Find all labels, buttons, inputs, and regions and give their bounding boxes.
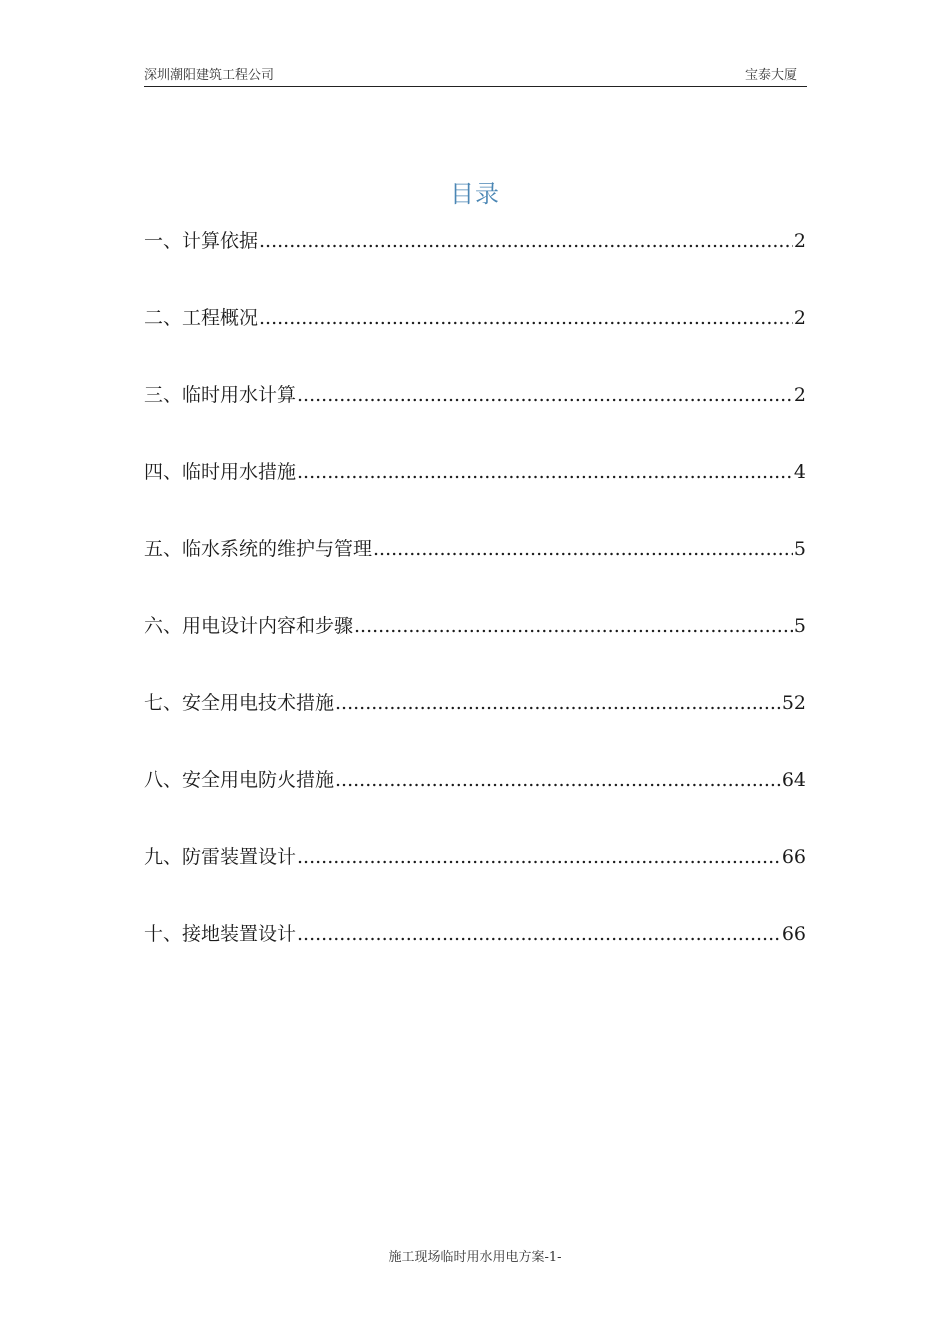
- toc-entry-label: 五、临水系统的维护与管理: [144, 538, 373, 560]
- toc-entry-page: 5: [793, 538, 806, 560]
- toc-entry[interactable]: [144, 688, 806, 718]
- toc-entry-page: 2: [793, 307, 806, 329]
- toc-leader-dots: [259, 303, 793, 333]
- toc-entry[interactable]: [144, 226, 806, 256]
- toc-entry[interactable]: [144, 842, 806, 872]
- header-company: 深圳潮阳建筑工程公司: [144, 68, 275, 83]
- toc-leader-dots: [297, 842, 781, 872]
- page-header: [144, 66, 807, 87]
- toc-entry-label: 一、计算依据: [144, 230, 259, 252]
- toc-leader-dots: [354, 611, 793, 641]
- toc-entry-label: 八、安全用电防火措施: [144, 769, 335, 791]
- toc-entry[interactable]: [144, 534, 806, 564]
- toc-leader-dots: [259, 226, 793, 256]
- toc-leader-dots: [297, 380, 793, 410]
- header-project: 宝泰大厦: [744, 68, 797, 83]
- toc-entry-label: 三、临时用水计算: [144, 384, 297, 406]
- toc-entry[interactable]: [144, 380, 806, 410]
- toc-entry-label: 二、工程概况: [144, 307, 259, 329]
- toc-leader-dots: [335, 688, 781, 718]
- toc-entry-page: 5: [793, 615, 806, 637]
- toc-entry-page: 2: [793, 230, 806, 252]
- toc-entry-page: 4: [793, 461, 806, 483]
- toc-entry-page: 66: [781, 923, 806, 945]
- toc-leader-dots: [373, 534, 793, 564]
- page-footer: 施工现场临时用水用电方案-1-: [388, 1250, 562, 1265]
- toc-entry-label: 九、防雷装置设计: [144, 846, 297, 868]
- toc-entry-page: 2: [793, 384, 806, 406]
- toc-leader-dots: [297, 457, 793, 487]
- toc-entry-label: 七、安全用电技术措施: [144, 692, 335, 714]
- toc-entry[interactable]: [144, 303, 806, 333]
- toc-leader-dots: [297, 919, 781, 949]
- toc-entry-page: 52: [781, 692, 806, 714]
- toc-entry-page: 66: [781, 846, 806, 868]
- toc-title: 目录: [450, 180, 500, 208]
- toc-entry-label: 十、接地装置设计: [144, 923, 297, 945]
- toc-entry[interactable]: [144, 611, 806, 641]
- toc-leader-dots: [335, 765, 781, 795]
- toc-entry[interactable]: [144, 765, 806, 795]
- toc-entry-label: 四、临时用水措施: [144, 461, 297, 483]
- toc-entry-page: 64: [781, 769, 806, 791]
- toc-entry[interactable]: [144, 919, 806, 949]
- toc-entry[interactable]: [144, 457, 806, 487]
- toc-entry-label: 六、用电设计内容和步骤: [144, 615, 354, 637]
